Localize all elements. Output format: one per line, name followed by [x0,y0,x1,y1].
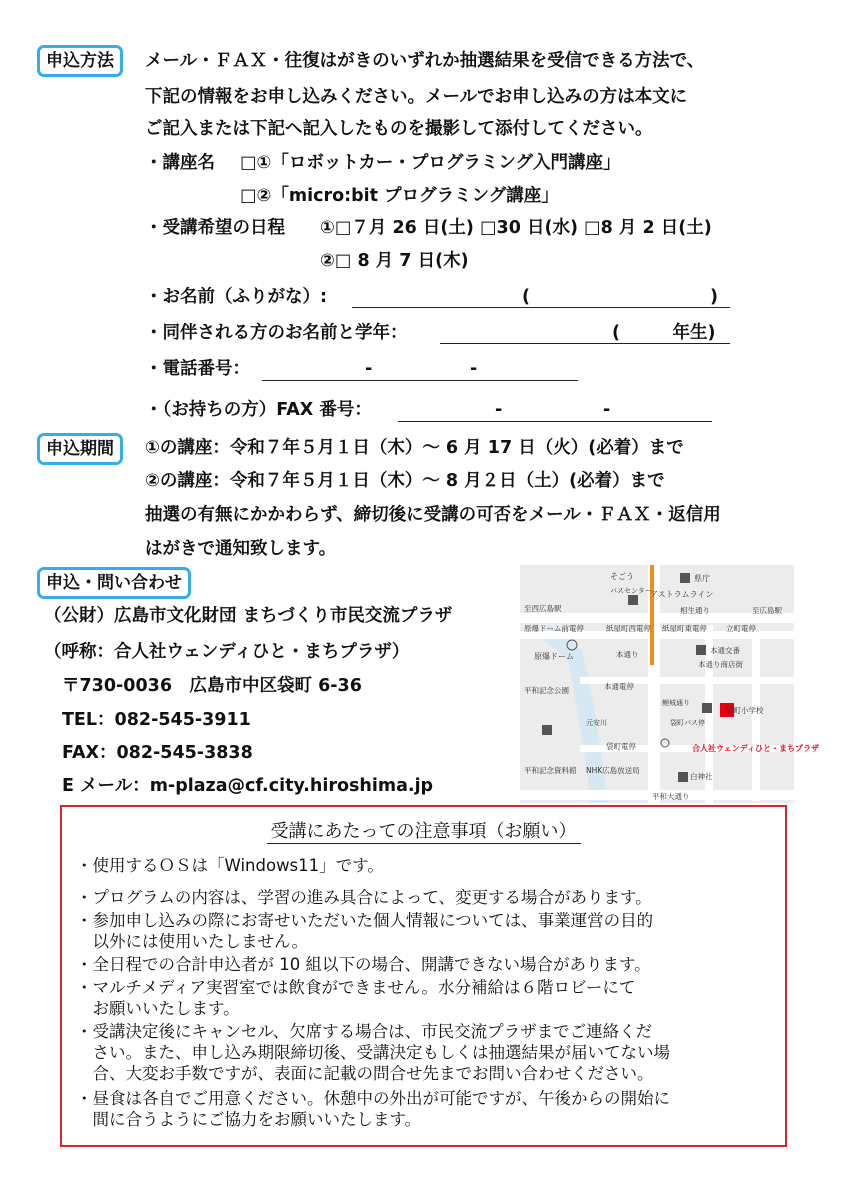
contact-label: 申込・問い合わせ [37,567,191,599]
name-paren-close: ) [710,287,718,307]
access-map [520,565,820,803]
phone-dash-1: - [365,359,373,379]
map-label-kamiyacho-higashi: 紙屋町東電停 [662,624,707,633]
method-label: 申込方法 [37,45,123,77]
map-label-hondori-kosaten: 本通交番 [710,646,740,655]
schedule-option-1: ①□７月 26 日(土) □30 日(水) □8 月 2 日(土) [320,218,712,238]
map-label-kamiyacho-nishi: 紙屋町西電停 [606,624,651,633]
map-label-astram: アストラムライン [650,590,714,599]
map-label-nishi-hiroshima: 至西広島駅 [524,604,562,613]
map-label-sogo: そごう [610,572,634,581]
map-label-aioi: 相生通り [680,606,710,615]
notice-line-8: ・受講決定後にキャンセル、欠席する場合は、市民交流プラザまでご連絡くだ [76,1022,653,1041]
contact-tel: TEL：082-545-3911 [62,710,251,730]
period-line-2: ②の講座：令和７年５月１日（木）～ 8 月２日（土）(必着）まで [145,471,665,491]
map-label-rijo: 鯉城通り [662,699,690,707]
method-line-2: 下記の情報をお申し込みください。メールでお申し込みの方は本文に [145,87,688,107]
map-label-genbaku-stop: 原爆ドーム前電停 [524,624,584,633]
companion-grade: ( 年生) [612,323,716,343]
contact-address: 〒730-0036 広島市中区袋町 6-36 [62,676,362,696]
name-label: ・お名前（ふりがな）: [145,287,327,307]
contact-email: E メール：m-plaza@cf.city.hiroshima.jp [62,776,434,796]
notice-box [60,805,787,1147]
map-label-nhk: NHK広島放送局 [586,766,640,775]
contact-fax: FAX：082-545-3838 [62,743,253,763]
companion-label: ・同伴される方のお名前と学年： [145,323,408,343]
notice-line-9: さい。また、申し込み期限締切後、受講決定もしくは抽選結果が届いてない場 [76,1043,670,1062]
contact-alias: （呼称：合人社ウェンディひと・まちプラザ） [44,642,410,662]
map-label-fukuro-stop: 袋町電停 [606,742,636,751]
name-field-line [352,307,730,308]
map-label-tatemachi: 立町電停 [726,624,756,633]
period-line-1: ①の講座：令和７年５月１日（木）～ 6 月 17 日（火）(必着）まで [145,438,684,458]
map-label-hondori: 本通り [616,650,639,659]
fax-field-line [398,421,712,422]
notice-line-5: ・全日程での合計申込者が 10 組以下の場合、開講できない場合があります。 [76,955,651,974]
period-label: 申込期間 [37,433,123,465]
course-label: ・講座名 [145,153,215,173]
notice-line-1: ・使用するＯＳは「Windows11」です。 [76,856,384,875]
notice-line-4: 以外には使用いたしません。 [76,932,308,951]
notice-title: 受講にあたっての注意事項（お願い） [267,821,581,844]
schedule-option-2: ②□ 8 月 7 日(木) [320,251,469,271]
map-label-shiragami: 白神社 [690,772,713,781]
schedule-label: ・受講希望の日程 [145,218,285,238]
contact-org: （公財）広島市文化財団 まちづくり市民交流プラザ [44,606,453,626]
map-label-motoyasu: 元安川 [586,719,607,727]
notice-line-6: ・マルチメディア実習室では飲食ができません。水分補給は６階ロビーにて [76,978,636,997]
notice-line-2: ・プログラムの内容は、学習の進み具合によって、変更する場合があります。 [76,888,652,907]
period-line-3: 抽選の有無にかかわらず、締切後に受講の可否をメール・ＦＡＸ・返信用 [145,505,721,525]
course-option-2: □②「micro:bit プログラミング講座」 [240,186,559,206]
map-label-hondori-stop: 本通電停 [604,682,634,691]
astram-line [650,565,654,665]
phone-label: ・電話番号： [145,359,250,379]
name-paren-open: ( [522,287,530,307]
method-line-1: メール・ＦＡＸ・往復はがきのいずれか抽選結果を受信できる方法で、 [145,51,705,71]
notice-line-3: ・参加申し込みの際にお寄せいただいた個人情報については、事業運営の目的 [76,911,654,930]
map-label-fukuro-school: 袋町小学校 [726,706,764,715]
map-label-bus-center: バスセンター [610,587,652,595]
fax-dash-2: - [603,400,611,420]
map-label-fukuro-bus: 袋町バス停 [670,719,705,727]
notice-line-12: 間に合うようにご協力をお願いいたします。 [76,1110,422,1129]
map-label-genbaku-dome: 原爆ドーム [534,652,574,661]
map-label-heiwa-park: 平和記念公園 [524,686,569,695]
notice-line-7: お願いいたします。 [76,999,240,1018]
map-label-heiwa-odori: 平和大通り [652,792,690,801]
notice-line-11: ・昼食は各自でご用意ください。休憩中の外出が可能ですが、午後からの開始に [76,1089,670,1108]
map-label-to-hiroshima: 至広島駅 [752,606,782,615]
phone-dash-2: - [470,359,478,379]
phone-field-line [262,380,578,381]
map-label-hondori-shotengai: 本通り商店街 [698,660,743,669]
map-label-kencho: 県庁 [694,574,710,583]
course-option-1: □①「ロボットカー・プログラミング入門講座」 [240,153,621,173]
period-line-4: はがきで通知致します。 [145,539,337,559]
map-label-venue: 合人社ウェンディひと・まちプラザ [692,744,820,753]
fax-label: ・（お持ちの方）FAX 番号： [145,400,372,420]
fax-dash-1: - [495,400,503,420]
map-label-heiwa-museum: 平和記念資料館 [524,766,577,775]
method-line-3: ご記入または下記へ記入したものを撮影して添付してください。 [145,119,653,139]
notice-line-10: 合、大変お手数ですが、表面に記載の問合せ先までお問い合わせください。 [76,1064,654,1083]
